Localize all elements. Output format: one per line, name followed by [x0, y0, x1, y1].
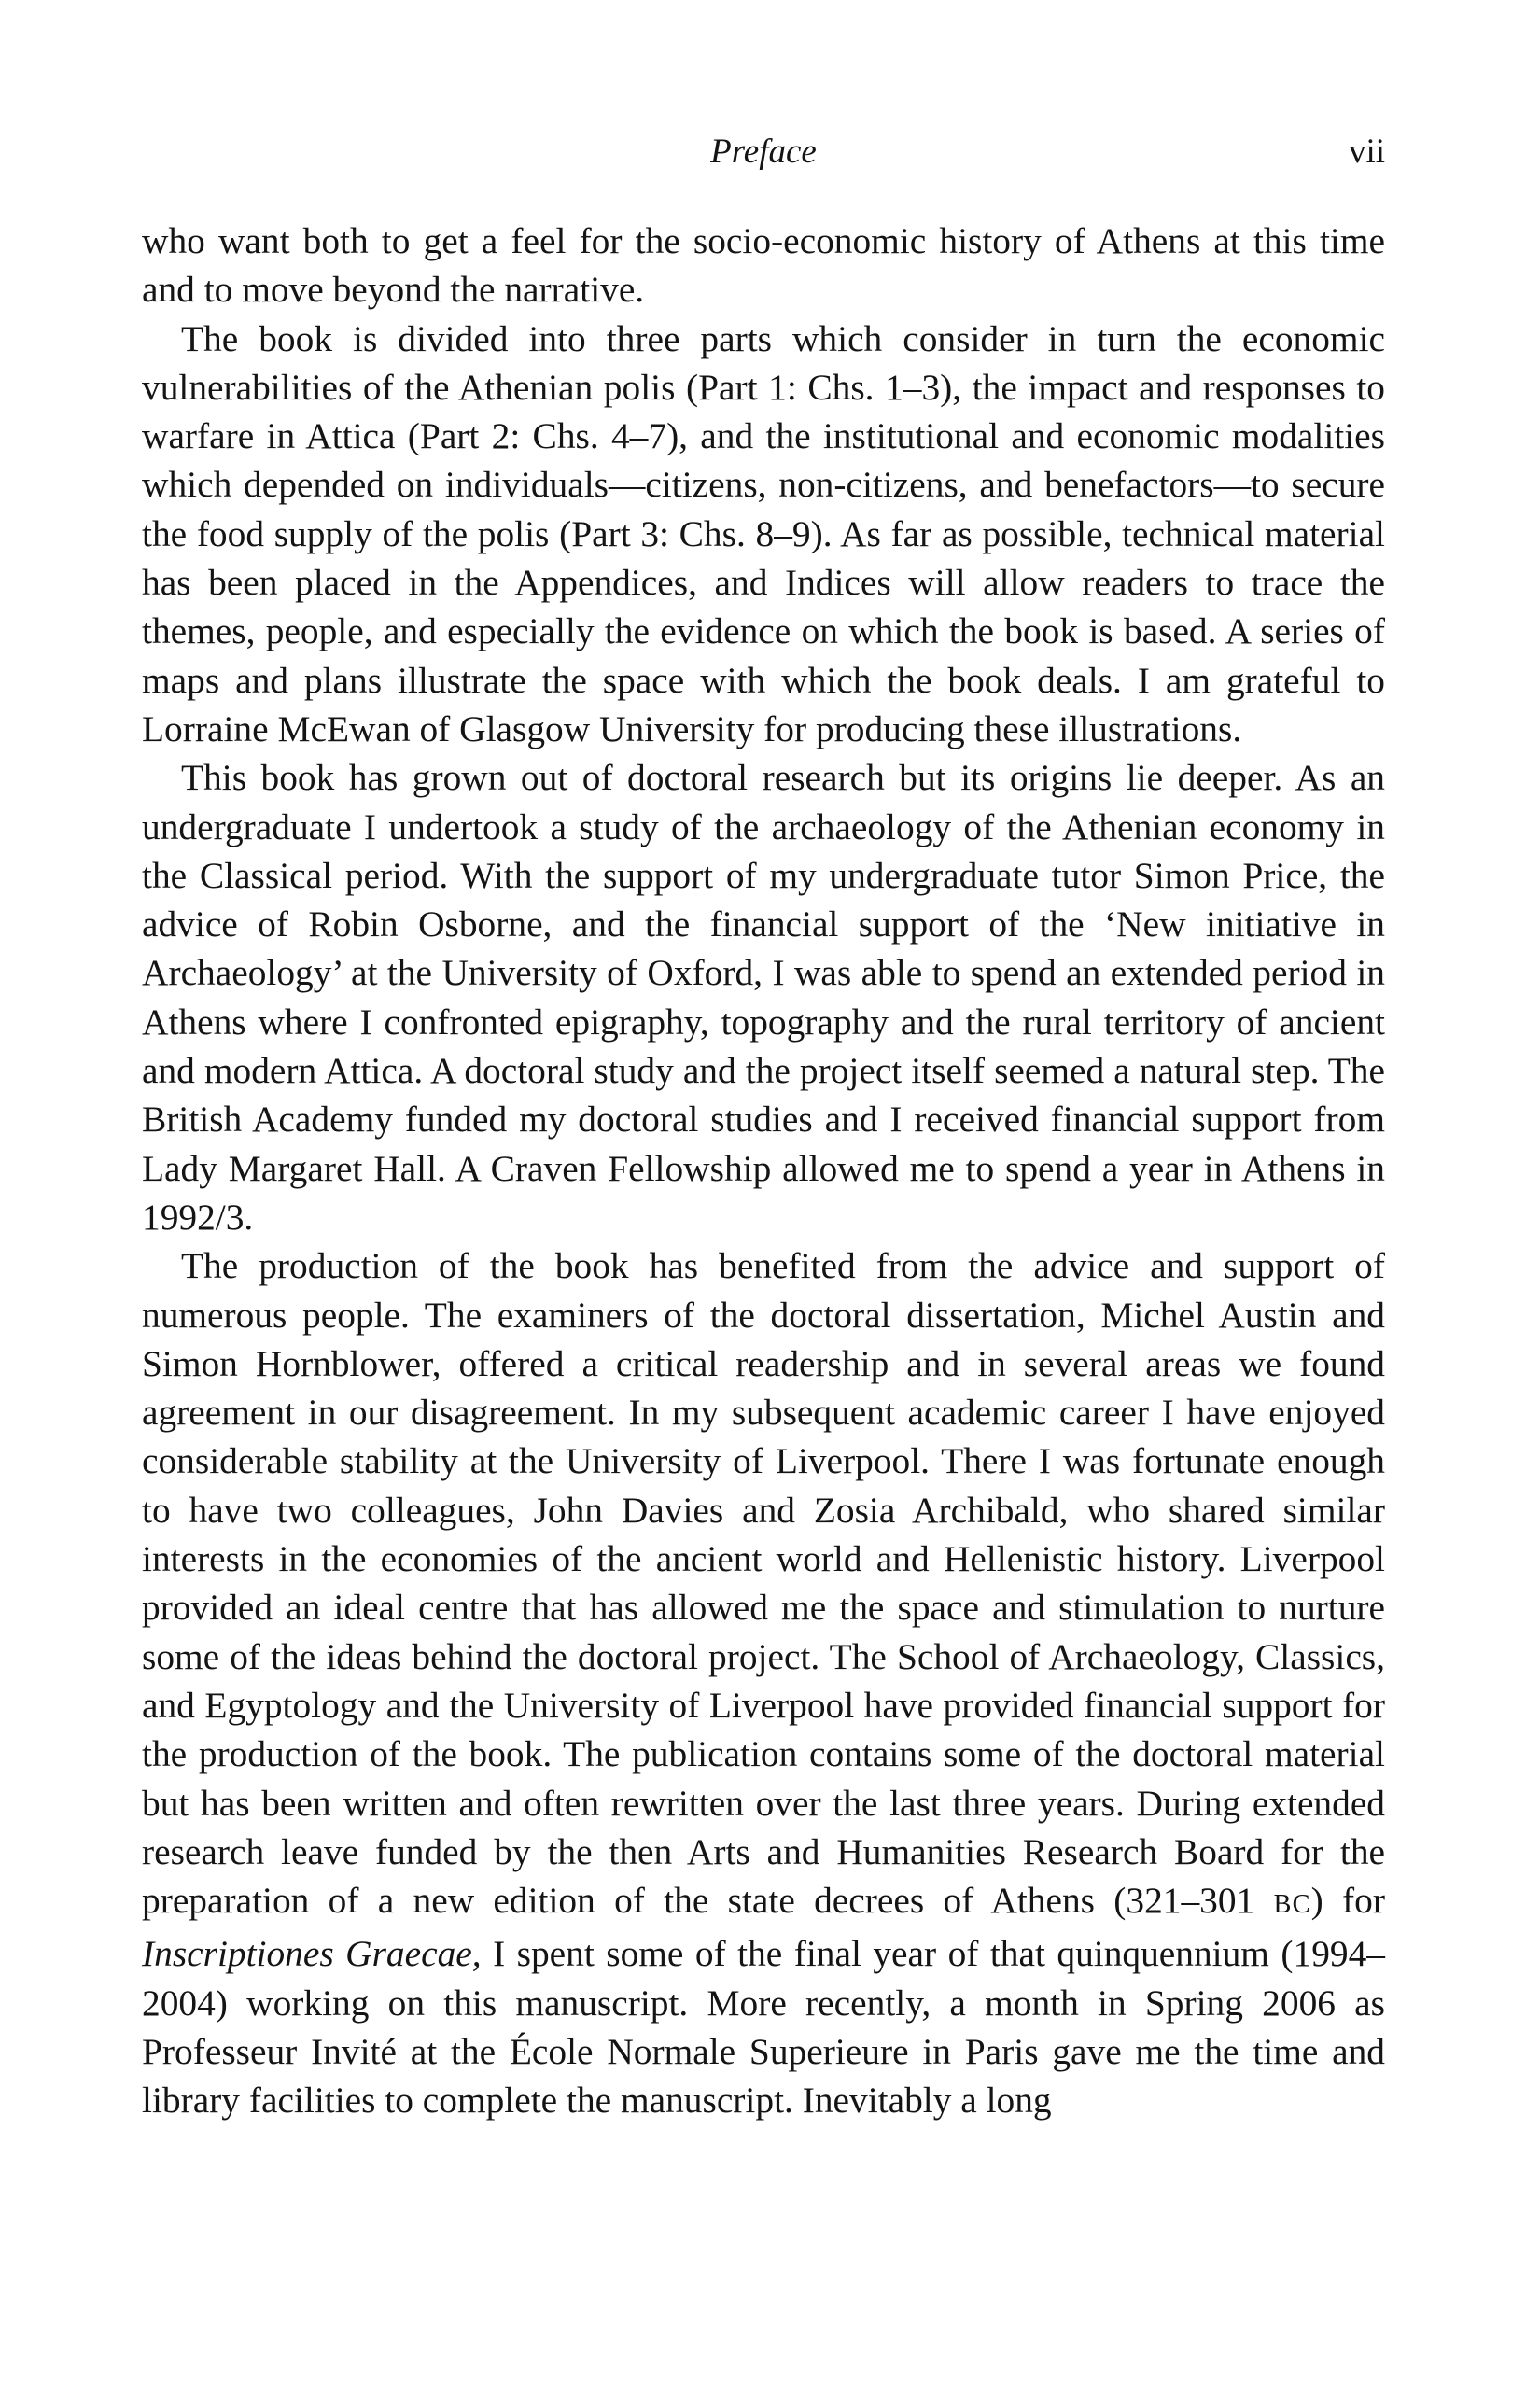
paragraph-4-text-cont: ) for [1310, 1880, 1385, 1922]
paragraph-2: The book is divided into three parts which consider in turn the economic vulnerabilities of the Athenian polis (Part 1: Chs. 1–3), the impact and responses to warfare in Attica (Part 2: Chs. 4–7), and the institutional and economic modalities which depended on individuals—citizens, non-citizens, and benefactors—to secure the food supply of the polis (Part 3: Chs. 8–9). As far as possible, technical material has been placed in the Appendices, and Indices will allow readers to trace the themes, people, and especially the evidence on which the book is based. A series of maps and plans illustrate the space with which the book deals. I am grateful to Lorraine McEwan of Glasgow University for producing these illustrations. [142, 317, 1385, 749]
paragraph-4 [142, 1241, 1385, 2124]
paragraph-4-text: The production of the book has benefited from the advice and support of numerous people. The examiners of the doctoral dissertation, Michel Austin and Simon Hornblower, offered a critical readership and in several areas we found agreement in our disagreement. In my subsequent academic career I have enjoyed considerable stability at the University of Liverpool. There I was fortunate enough to have two colleagues, John Davies and Zosia Archibald, who shared similar interests in the economies of the ancient world and Hellenistic history. Liverpool provided an ideal centre that has allowed me the space and stimulation to nurture some of the ideas behind the doctoral project. The School of Archaeology, Classics, and Egyptology and the University of Liverpool have provided financial support for the production of the book. The publication contains some of the doctoral material but has been written and often rewritten over the last three years. During extended research leave funded by the then Arts and Humanities Research Board for the preparation of a new edition of the state decrees of Athens (321–301 [142, 1245, 1385, 1922]
preface-body [142, 217, 1385, 2125]
paragraph-1: who want both to get a feel for the socio-economic history of Athens at this time and to move beyond the narrative. [142, 220, 1385, 311]
page-number: vii [1348, 133, 1385, 171]
book-title-italic: Inscriptiones Graecae, [142, 1933, 482, 1975]
era-abbreviation: BC [1273, 1890, 1311, 1920]
paragraph-4-text-end: I spent some of the final year of that quinquennium (1994–2004) working on this manuscript. More recently, a month in Spring 2006 as Professeur Invité at the École Normale Superieure in Paris gave me the time and library facilities to complete the manuscript. Inevitably a long [142, 1933, 1385, 2122]
paragraph-3: This book has grown out of doctoral research but its origins lie deeper. As an undergraduate I undertook a study of the archaeology of the Athenian economy in the Classical period. With the support of my undergraduate tutor Simon Price, the advice of Robin Osborne, and the financial support of the ‘New initiative in Archaeology’ at the University of Oxford, I was able to spend an extended period in Athens where I confronted epigraphy, topography and the rural territory of ancient and modern Attica. A doctoral study and the project itself seemed a natural step. The British Academy funded my doctoral studies and I received financial support from Lady Margaret Hall. A Craven Fellowship allowed me to spend a year in Athens in 1992/3. [142, 757, 1385, 1238]
running-title: Preface [710, 133, 817, 171]
running-head [142, 129, 1385, 175]
